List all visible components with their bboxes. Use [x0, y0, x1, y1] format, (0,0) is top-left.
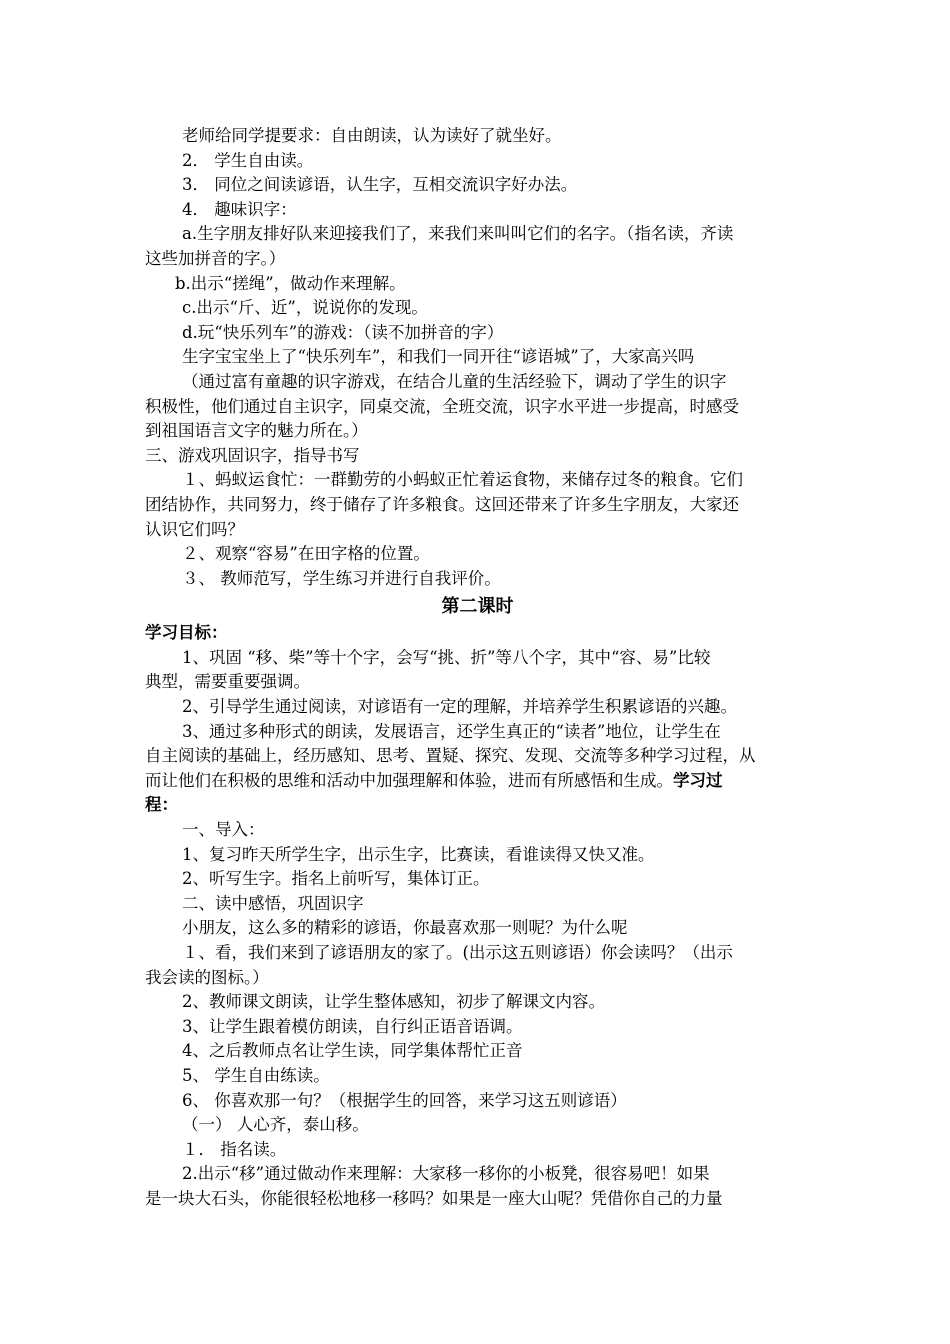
text-line: 4． 趣味识字： [182, 199, 297, 219]
text-line: 到祖国语言文字的魅力所在。） [145, 421, 368, 441]
goal-line-final [145, 769, 810, 794]
text-line: １． 指名读。 [182, 1139, 287, 1159]
text-line: 3、让学生跟着模仿朗读，自行纠正语音语调。 [182, 1016, 523, 1036]
text-line: 生字宝宝坐上了“快乐列车”，和我们一同开往“谚语城”了，大家高兴吗 [182, 347, 695, 367]
goal-label: 学习目标： [145, 623, 228, 643]
process-label-start: 学习过 [673, 770, 723, 790]
text-line: １、看，我们来到了谚语朋友的家了。(出示这五则谚语）你会读吗？（出示 [182, 943, 733, 962]
section-process [145, 818, 810, 1212]
document-page [145, 124, 810, 1212]
text-line: 3、通过多种形式的朗读，发展语言，还学生真正的“读者”地位，让学生在 [182, 721, 721, 741]
goal-text: 而让他们在积极的思维和活动中加强理解和体验，进而有所感悟和生成。 [145, 770, 673, 790]
text-line: ３、 教师范写，学生练习并进行自我评价。 [182, 568, 501, 588]
text-line: 2、教师课文朗读，让学生整体感知，初步了解课文内容。 [182, 992, 605, 1012]
text-line: 6、 你喜欢那一句？（根据学生的回答，来学习这五则谚语） [182, 1090, 627, 1110]
text-line: c.出示“斤、近”，说说你的发现。 [182, 298, 428, 318]
text-line: b.出示“搓绳”，做动作来理解。 [175, 273, 406, 293]
process-label-end: 程： [145, 795, 178, 815]
text-line: 一、导入： [182, 820, 265, 840]
text-line: 2、听写生字。指名上前听写，集体订正。 [182, 869, 490, 889]
text-line: 这些加拼音的字。） [145, 248, 286, 268]
text-line: ２、观察“容易”在田字格的位置。 [182, 544, 430, 564]
text-line: 我会读的图标。） [145, 967, 269, 987]
text-line: 3． 同位之间读谚语，认生字，互相交流识字好办法。 [182, 175, 578, 195]
text-line: 小朋友，这么多的精彩的谚语，你最喜欢那一则呢？为什么呢 [182, 918, 628, 938]
text-line: 自主阅读的基础上，经历感知、思考、置疑、探究、发现、交流等多种学习过程，从 [145, 746, 756, 766]
text-line: 2.出示“移”通过做动作来理解：大家移一移你的小板凳，很容易吧！如果 [182, 1164, 710, 1184]
text-line: 1、复习昨天所学生字，出示生字，比赛读，看谁读得又快又准。 [182, 844, 655, 864]
lesson-heading: 第二课时 [441, 596, 514, 618]
text-line: 2． 学生自由读。 [182, 150, 314, 170]
text-line: 老师给同学提要求：自由朗读，认为读好了就坐好。 [182, 126, 562, 145]
text-line: 1、巩固 “移、柴”等十个字，会写“挑、折”等八个字，其中“容、易”比较 [182, 647, 711, 667]
text-line: 积极性，他们通过自主识字，同桌交流，全班交流，识字水平进一步提高，时感受 [145, 396, 739, 416]
text-line: 4、之后教师点名让学生读，同学集体帮忙正音 [182, 1041, 523, 1061]
text-line: １、蚂蚁运食忙：一群勤劳的小蚂蚁正忙着运食物，来储存过冬的粮食。它们 [182, 470, 743, 490]
text-line: （一） 人心齐，泰山移。 [182, 1115, 369, 1135]
text-line: a.生字朋友排好队来迎接我们了，来我们来叫叫它们的名字。（指名读，齐读 [182, 224, 734, 244]
text-line: 三、游戏巩固识字，指导书写 [145, 445, 360, 465]
section-goals [145, 646, 810, 769]
text-line: 团结协作，共同努力，终于储存了许多粮食。这回还带来了许多生字朋友，大家还 [145, 494, 739, 514]
section-lesson1-end [145, 124, 810, 591]
text-line: 5、 学生自由练读。 [182, 1065, 330, 1085]
text-line: 2、引导学生通过阅读，对谚语有一定的理解，并培养学生积累谚语的兴趣。 [182, 697, 737, 717]
text-line: （通过富有童趣的识字游戏，在结合儿童的生活经验下，调动了学生的识字 [182, 371, 727, 391]
text-line: 是一块大石头，你能很轻松地移一移吗？如果是一座大山呢？凭借你自己的力量 [145, 1188, 723, 1208]
text-line: 认识它们吗？ [145, 519, 244, 539]
text-line: 典型，需要重要强调。 [145, 672, 310, 692]
text-line: 二、读中感悟，巩固识字 [182, 893, 364, 913]
text-line: d.玩“快乐列车”的游戏：（读不加拼音的字） [182, 322, 504, 342]
